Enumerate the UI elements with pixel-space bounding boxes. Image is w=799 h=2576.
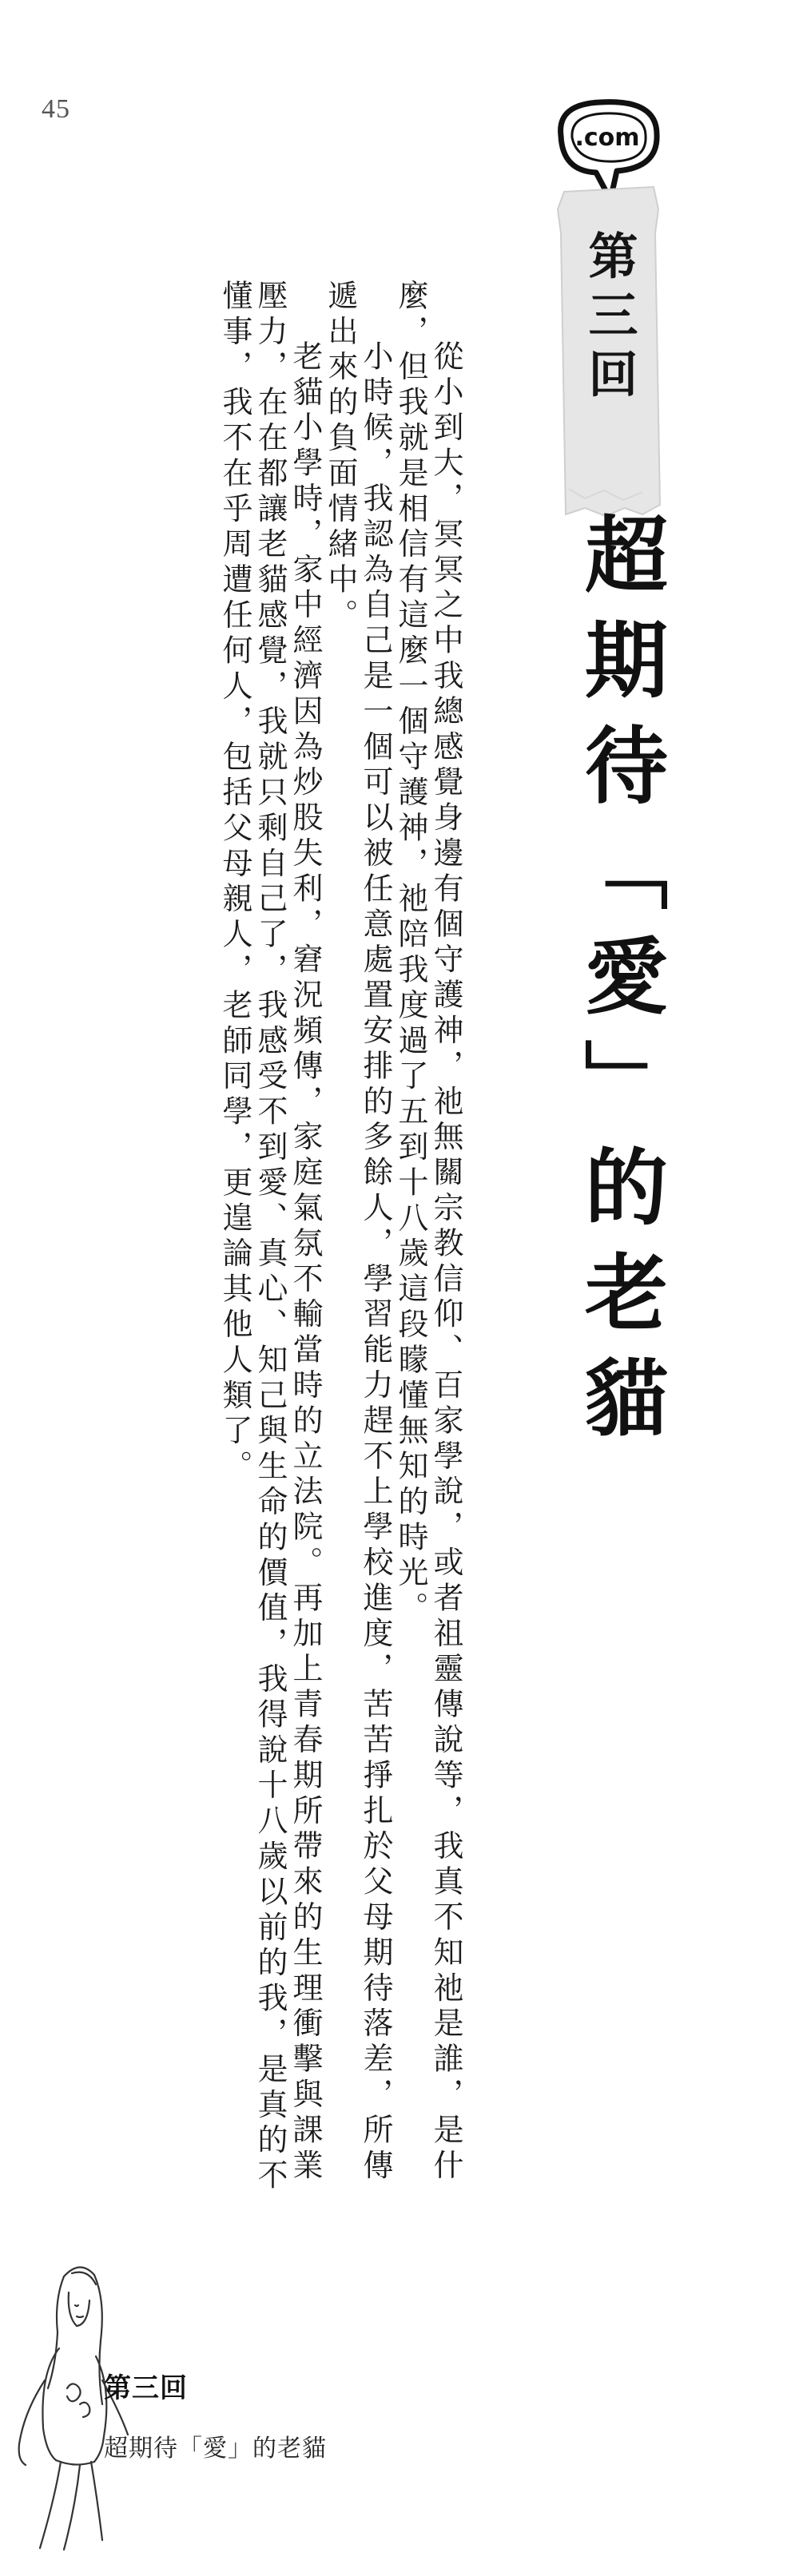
chapter-tape-label: 第三回 bbox=[580, 230, 638, 407]
paragraph: 小時候，我認為自己是一個可以被任意處置安排的多餘人，學習能力趕不上學校進度，苦苦掙扎於父母期待落差，所傳遞出來的負面情緒中。 bbox=[323, 280, 393, 2185]
com-badge-text: .com bbox=[574, 124, 640, 152]
footer-chapter-label: 第三回 bbox=[104, 2372, 188, 2404]
footer-chapter-title: 超期待「愛」的老貓 bbox=[104, 2435, 327, 2463]
page-number: 45 bbox=[42, 94, 70, 124]
paragraph: 老貓小學時，家中經濟因為炒股失利，窘況頻傳，家庭氣氛不輸當時的立法院。再加上青春期所帶來的生理衝擊與課業壓力，在在都讓老貓感覺，我就只剩自己了，我感受不到愛、真心、知己與生命的價值，我得說十八歲以前的我，是真的不懂事，我不在乎周遭任何人，包括父母親人，老師同學，更遑論其他人類了。 bbox=[217, 280, 323, 2195]
paragraph: 從小到大，冥冥之中我總感覺身邊有個守護神，祂無關宗教信仰、百家學說，或者祖靈傳說等，我真不知祂是誰，是什麼，但我就是相信有這麼一個守護神，祂陪我度過了五到十八歲這段矇懂無知的時光。 bbox=[393, 280, 463, 2185]
body-text bbox=[144, 280, 463, 2197]
chapter-title: 超期待「愛」的老貓 bbox=[570, 511, 668, 1460]
